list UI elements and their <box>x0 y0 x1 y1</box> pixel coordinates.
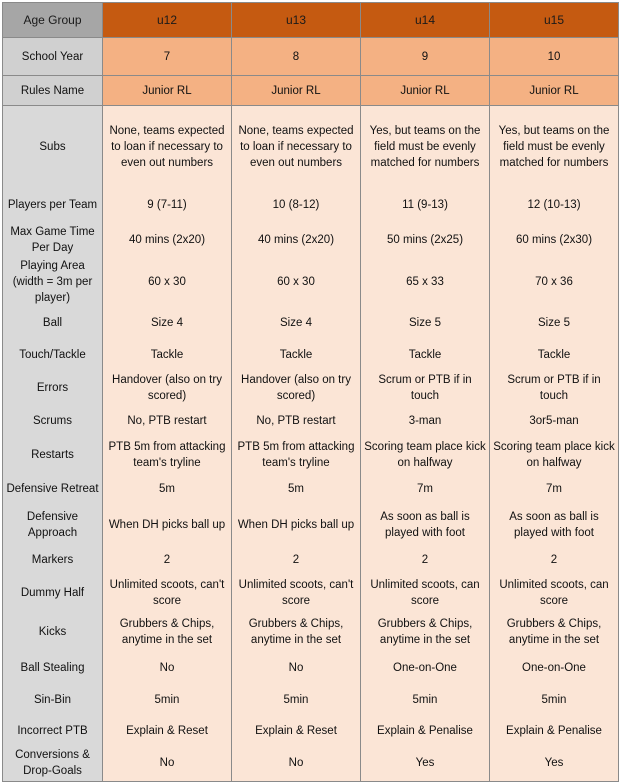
table-cell: Size 4 <box>232 306 361 340</box>
table-cell: When DH picks ball up <box>103 504 232 546</box>
table-cell: Handover (also on try scored) <box>103 370 232 406</box>
table-cell: As soon as ball is played with foot <box>490 504 619 546</box>
table-cell: Yes <box>361 746 490 782</box>
table-cell: 12 (10-13) <box>490 188 619 222</box>
rules-name-row <box>3 76 619 106</box>
table-cell: One-on-One <box>490 652 619 684</box>
table-row <box>3 716 619 746</box>
table-cell: Scoring team place kick on halfway <box>490 436 619 474</box>
table-cell: Yes, but teams on the field must be evenly matched for numbers <box>361 106 490 188</box>
table-cell: Tackle <box>361 340 490 370</box>
table-cell: Size 5 <box>361 306 490 340</box>
table-cell: 65 x 33 <box>361 258 490 306</box>
table-cell: Junior RL <box>361 76 490 106</box>
row-label: Errors <box>3 370 103 406</box>
table-row <box>3 370 619 406</box>
table-cell: 10 (8-12) <box>232 188 361 222</box>
table-cell: Yes <box>490 746 619 782</box>
table-row <box>3 612 619 652</box>
table-row <box>3 546 619 574</box>
table-cell: No, PTB restart <box>232 406 361 436</box>
table-cell: 7 <box>103 38 232 76</box>
table-cell: 7m <box>490 474 619 504</box>
table-cell: Explain & Penalise <box>361 716 490 746</box>
age-group-header: u13 <box>232 3 361 38</box>
table-row <box>3 574 619 612</box>
row-label: Ball <box>3 306 103 340</box>
table-cell: 50 mins (2x25) <box>361 222 490 258</box>
row-label: Players per Team <box>3 188 103 222</box>
table-cell: Unlimited scoots, can't score <box>232 574 361 612</box>
table-row <box>3 106 619 188</box>
table-cell: PTB 5m from attacking team's tryline <box>103 436 232 474</box>
rules-table <box>2 2 619 782</box>
row-label: Kicks <box>3 612 103 652</box>
table-cell: Junior RL <box>232 76 361 106</box>
table-row <box>3 188 619 222</box>
table-row <box>3 684 619 716</box>
row-label: Defensive Retreat <box>3 474 103 504</box>
table-row <box>3 222 619 258</box>
table-cell: PTB 5m from attacking team's tryline <box>232 436 361 474</box>
table-cell: 8 <box>232 38 361 76</box>
table-cell: 60 x 30 <box>103 258 232 306</box>
age-group-header: u15 <box>490 3 619 38</box>
table-cell: 5min <box>232 684 361 716</box>
table-cell: 7m <box>361 474 490 504</box>
age-group-header: u12 <box>103 3 232 38</box>
table-cell: 5m <box>232 474 361 504</box>
table-cell: 2 <box>490 546 619 574</box>
row-label: Max Game Time Per Day <box>3 222 103 258</box>
row-label: Rules Name <box>3 76 103 106</box>
row-label: Conversions & Drop-Goals <box>3 746 103 782</box>
header-row <box>3 3 619 38</box>
table-cell: Tackle <box>103 340 232 370</box>
table-cell: No <box>103 746 232 782</box>
table-cell: No <box>232 652 361 684</box>
table-cell: Grubbers & Chips, anytime in the set <box>361 612 490 652</box>
table-cell: Grubbers & Chips, anytime in the set <box>490 612 619 652</box>
table-row <box>3 340 619 370</box>
table-cell: 40 mins (2x20) <box>232 222 361 258</box>
table-cell: No <box>103 652 232 684</box>
table-cell: Scrum or PTB if in touch <box>361 370 490 406</box>
table-row <box>3 436 619 474</box>
table-cell: No, PTB restart <box>103 406 232 436</box>
row-label: Ball Stealing <box>3 652 103 684</box>
row-label: Playing Area (width = 3m per player) <box>3 258 103 306</box>
row-label: Sin-Bin <box>3 684 103 716</box>
table-cell: Explain & Penalise <box>490 716 619 746</box>
school-year-row <box>3 38 619 76</box>
rules-body <box>3 106 619 782</box>
row-label: Incorrect PTB <box>3 716 103 746</box>
table-row <box>3 652 619 684</box>
table-cell: Tackle <box>490 340 619 370</box>
table-cell: 3-man <box>361 406 490 436</box>
table-cell: When DH picks ball up <box>232 504 361 546</box>
table-cell: 5min <box>361 684 490 716</box>
table-cell: Unlimited scoots, can score <box>490 574 619 612</box>
row-label: Dummy Half <box>3 574 103 612</box>
row-label: Markers <box>3 546 103 574</box>
table-cell: 70 x 36 <box>490 258 619 306</box>
table-cell: 60 x 30 <box>232 258 361 306</box>
table-cell: 5m <box>103 474 232 504</box>
table-cell: Junior RL <box>103 76 232 106</box>
table-cell: Grubbers & Chips, anytime in the set <box>103 612 232 652</box>
table-row <box>3 306 619 340</box>
table-cell: Size 5 <box>490 306 619 340</box>
table-cell: 5min <box>490 684 619 716</box>
table-cell: One-on-One <box>361 652 490 684</box>
table-row <box>3 258 619 306</box>
table-row <box>3 504 619 546</box>
table-cell: Junior RL <box>490 76 619 106</box>
table-cell: 2 <box>232 546 361 574</box>
row-label: Defensive Approach <box>3 504 103 546</box>
table-cell: Size 4 <box>103 306 232 340</box>
table-cell: Yes, but teams on the field must be evenly matched for numbers <box>490 106 619 188</box>
table-cell: 9 (7-11) <box>103 188 232 222</box>
table-cell: No <box>232 746 361 782</box>
table-cell: Scrum or PTB if in touch <box>490 370 619 406</box>
table-cell: 3or5-man <box>490 406 619 436</box>
table-cell: Explain & Reset <box>232 716 361 746</box>
table-row <box>3 406 619 436</box>
table-cell: None, teams expected to loan if necessary to even out numbers <box>232 106 361 188</box>
age-group-header: u14 <box>361 3 490 38</box>
row-label: Scrums <box>3 406 103 436</box>
table-cell: Handover (also on try scored) <box>232 370 361 406</box>
table-cell: 2 <box>361 546 490 574</box>
table-cell: 9 <box>361 38 490 76</box>
row-label: School Year <box>3 38 103 76</box>
table-cell: Scoring team place kick on halfway <box>361 436 490 474</box>
row-label: Restarts <box>3 436 103 474</box>
table-row <box>3 474 619 504</box>
table-row <box>3 746 619 782</box>
table-cell: 2 <box>103 546 232 574</box>
table-cell: None, teams expected to loan if necessary to even out numbers <box>103 106 232 188</box>
table-cell: 11 (9-13) <box>361 188 490 222</box>
row-label: Subs <box>3 106 103 188</box>
table-cell: 40 mins (2x20) <box>103 222 232 258</box>
table-cell: Unlimited scoots, can't score <box>103 574 232 612</box>
table-cell: Explain & Reset <box>103 716 232 746</box>
table-cell: As soon as ball is played with foot <box>361 504 490 546</box>
table-cell: 5min <box>103 684 232 716</box>
row-label: Touch/Tackle <box>3 340 103 370</box>
table-cell: Tackle <box>232 340 361 370</box>
table-cell: 10 <box>490 38 619 76</box>
table-cell: Unlimited scoots, can score <box>361 574 490 612</box>
header-label: Age Group <box>3 3 103 38</box>
table-cell: 60 mins (2x30) <box>490 222 619 258</box>
table-cell: Grubbers & Chips, anytime in the set <box>232 612 361 652</box>
